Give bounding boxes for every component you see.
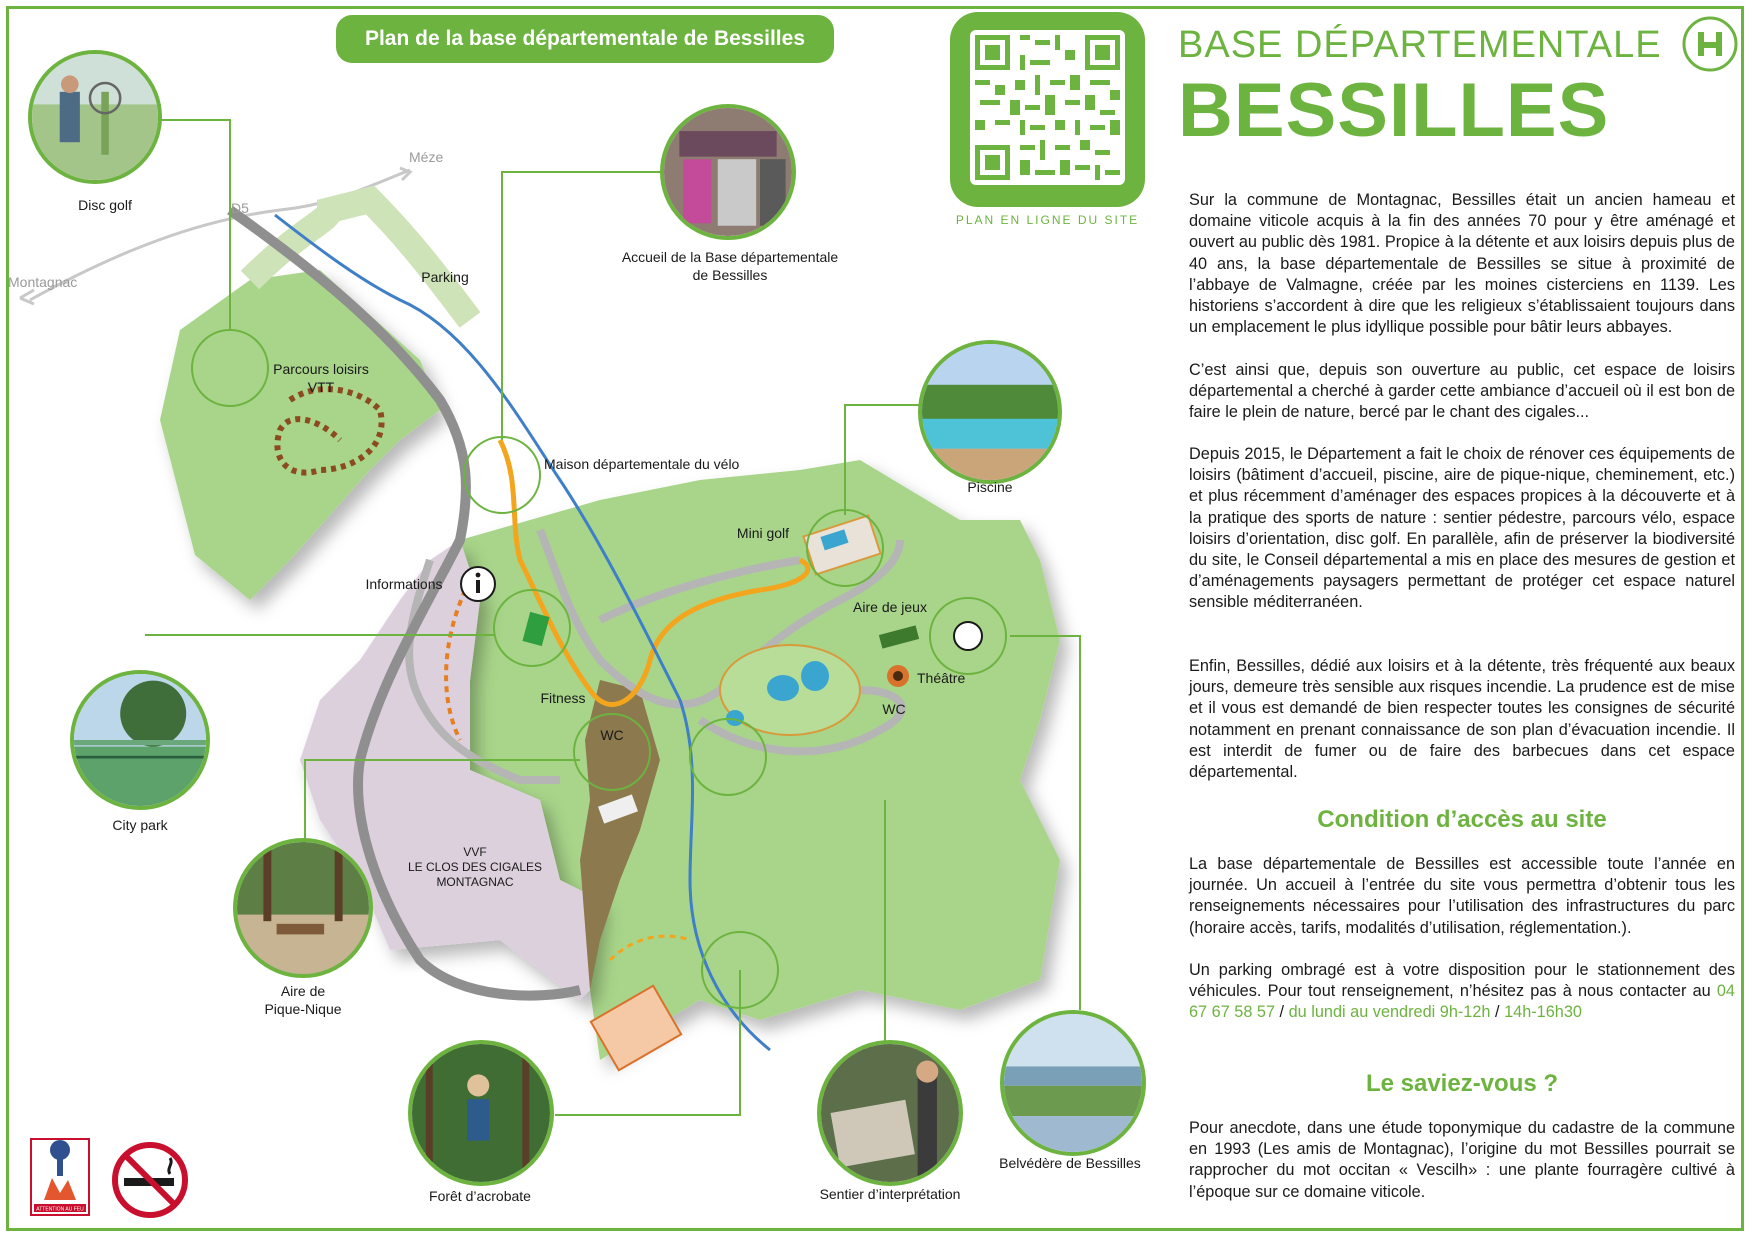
- sentier-photo: [817, 1040, 963, 1186]
- label-city-park: City park: [112, 817, 168, 833]
- label-mini-golf: Mini golf: [736, 525, 790, 541]
- road-label-montagnac: Montagnac: [8, 274, 78, 290]
- qr-code[interactable]: [950, 12, 1145, 207]
- label-parking: Parking: [421, 269, 469, 285]
- label-vvf-1: VVF: [463, 845, 487, 859]
- heading-did-you-know: Le saviez-vous ?: [1365, 1070, 1559, 1097]
- label-theatre: Théâtre: [917, 670, 966, 686]
- label-accueil-2: de Bessilles: [692, 267, 768, 283]
- label-maison-velo: Maison départementale du vélo: [544, 456, 740, 472]
- label-aire-de-jeux: Aire de jeux: [853, 599, 927, 615]
- paragraph-history: Sur la commune de Montagnac, Bessilles était un ancien hameau et domaine viticole acquis à la fin des années 70 pour y être aménagé et ouvert au public dès 1981. Propice à la détente et aux loisirs depuis plus de 40 ans, la base départementale de Bessilles se situe à proximité de l’abbaye de Valmagne, créée par les moines cisterciens en 1139. Les historiens s’accordent à dire que les religieux s’établissaient toujours dans un emplacement le plus idyllique possible pour bâtir leurs abbayes.: [1189, 191, 1735, 337]
- disc-golf-photo: [28, 50, 162, 184]
- label-aire-pique-2: Pique-Nique: [264, 1001, 342, 1017]
- phone-number[interactable]: 04 67 67 58 57: [1189, 982, 1735, 1022]
- header-subtitle: BASE DÉPARTEMENTALE: [1178, 24, 1662, 66]
- paragraph-etymology: Pour anecdote, dans une étude toponymique du cadastre de la commune en 1993 (Les amis de Montagnac), l’origine du mot Bessilles pourrait se rapprocher du mot occitan « Vescilh» : une plante fourragère cultivé à l’époque sur ce domaine viticole.: [1189, 1119, 1735, 1201]
- road-label-d5: D5: [231, 200, 249, 216]
- separator-1: /: [1279, 1003, 1285, 1022]
- label-disc-golf: Disc golf: [78, 197, 132, 213]
- label-wc-right: WC: [882, 701, 906, 717]
- fire-warning-icon: [30, 1138, 90, 1216]
- paragraph-fire-risk: Enfin, Bessilles, dédié aux loisirs et à la détente, très fréquenté aux beaux jours, demeure très sensible aux risques incendie. La prudence est de mise et il vous est demandé de bien respecter toutes les consignes de sécurité notamment en prenant connaissance de son plan d’évacuation incendie. Il est interdit de fumer ou de faire des barbecues dans cet espace départemental.: [1189, 657, 1735, 782]
- parking-text: Un parking ombragé est à votre disposition pour le stationnement des véhicules. Pour tout renseignement, n’hésitez pas à nous contacter au: [1189, 961, 1735, 1001]
- label-accueil-1: Accueil de la Base départementale: [621, 249, 839, 265]
- paragraph-access: La base départementale de Bessilles est accessible toute l’année en journée. Un accueil à l’entrée du site vous permettra d’obtenir tous les renseignements nécessaires pour l’utilisation des infrastructures du parc (horaire accès, tarifs, modalités d’utilisation, réglementation.).: [1189, 855, 1735, 937]
- label-aire-pique-1: Aire de: [280, 983, 326, 999]
- paragraph-renovation: Depuis 2015, le Département a fait le choix de rénover ces équipements de loisirs (bâtiment d’accueil, piscine, aire de pique-nique, cheminement, etc.) et plus récemment d’aménager des espaces propices à la découverte et à la pratique des sports de nature : sentier pédestre, parcours vélo, espace loisirs d’orientation, disc golf. En parallèle, afin de préserver la biodiversité du site, le Conseil départemental a mis en place des mesures de gestion et d’aménagements paysagers permettant de protéger cet espace naturel sensible méditerranéen.: [1189, 445, 1735, 612]
- label-parcours-1: Parcours loisirs: [273, 361, 369, 377]
- aire-pique-nique-photo: [233, 838, 373, 978]
- disc-golf-area: [160, 270, 440, 600]
- separator-2: /: [1495, 1003, 1500, 1022]
- label-parcours-2: VTT: [307, 379, 335, 395]
- piscine-photo: [918, 340, 1062, 484]
- label-vvf-2: LE CLOS DES CIGALES: [407, 860, 543, 874]
- city-park-photo: [70, 670, 210, 810]
- label-informations: Informations: [365, 576, 443, 592]
- accueil-photo: [660, 104, 796, 240]
- qr-pattern: [970, 30, 1125, 185]
- road-label-meze: Méze: [409, 149, 444, 165]
- no-smoking-icon: [110, 1140, 190, 1220]
- opening-hours-afternoon: 14h-16h30: [1504, 1003, 1582, 1022]
- herault-logo-icon: [1680, 14, 1740, 74]
- paragraph-ambiance: C’est ainsi que, depuis son ouverture au public, cet espace de loisirs départemental a cherché à garder cette ambiance d’accueil où il est bon de faire le plein de nature, bercé par le chant des cigales...: [1189, 361, 1735, 422]
- label-wc-center: WC: [600, 727, 624, 743]
- label-piscine: Piscine: [967, 479, 1013, 495]
- label-sentier: Sentier d’interprétation: [819, 1186, 961, 1202]
- paragraph-parking: [1189, 960, 1735, 1024]
- heading-access: Condition d’accès au site: [1317, 806, 1607, 833]
- fire-warning-text: ATTENTION AU FEU: [36, 1206, 84, 1213]
- label-foret: Forêt d’acrobate: [429, 1188, 531, 1204]
- label-belvedere: Belvédère de Bessilles: [999, 1155, 1141, 1171]
- opening-hours: du lundi au vendredi 9h-12h: [1288, 1003, 1491, 1022]
- header-title: BESSILLES: [1178, 68, 1610, 153]
- foret-acrobate-photo: [408, 1040, 554, 1186]
- label-fitness: Fitness: [540, 690, 586, 706]
- qr-caption: PLAN EN LIGNE DU SITE: [955, 213, 1140, 227]
- belvedere-photo: [1000, 1010, 1146, 1156]
- label-vvf-3: MONTAGNAC: [436, 875, 514, 889]
- map-title: Plan de la base départementale de Bessilles: [336, 15, 834, 63]
